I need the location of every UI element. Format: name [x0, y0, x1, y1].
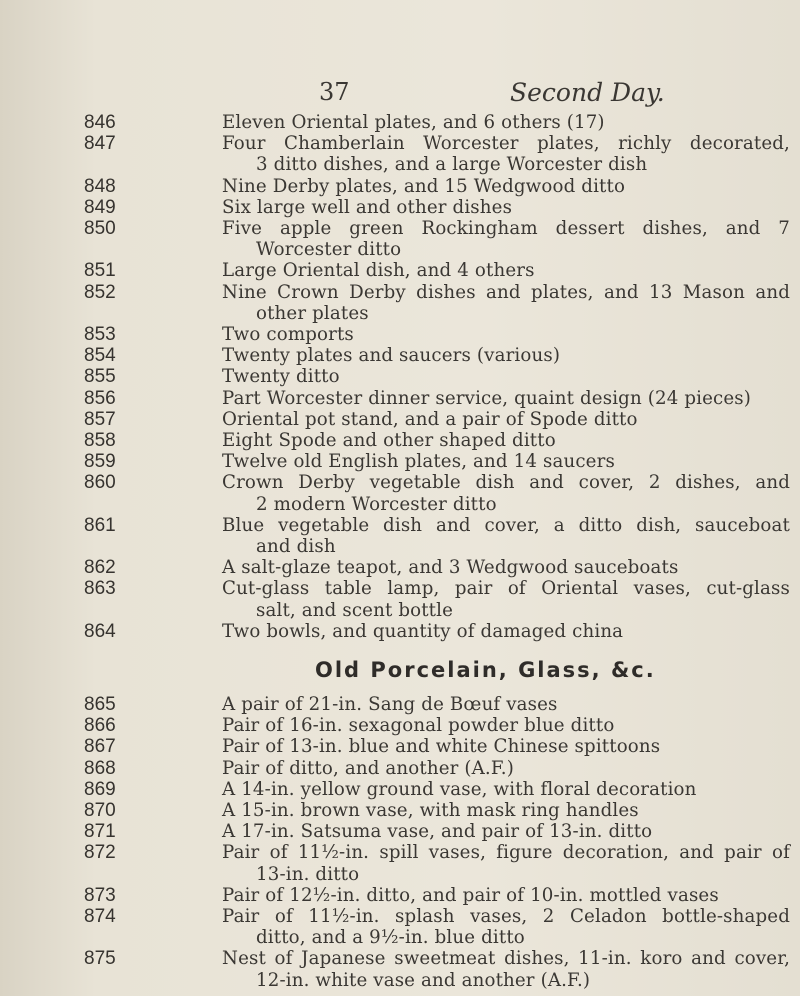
- lot-description: Pair of 13-in. blue and white Chinese spittoons: [222, 736, 661, 758]
- lot-description: Twenty ditto: [222, 366, 340, 388]
- lot-description: Large Oriental dish, and 4 others: [222, 260, 535, 282]
- lot-description: Four Chamberlain Worcester plates, richly decorated,: [222, 133, 790, 155]
- lot-number: 854: [84, 345, 116, 367]
- lot-description: A 17-in. Satsuma vase, and pair of 13-in. ditto: [222, 821, 653, 843]
- lot-number: 855: [84, 366, 116, 388]
- lot-number: 874: [84, 906, 116, 927]
- lot-number: 860: [84, 472, 116, 494]
- lot-number: 849: [84, 196, 116, 218]
- lot-description: Cut-glass table lamp, pair of Oriental vases, cut-glass: [222, 578, 790, 600]
- lot-number: 872: [84, 842, 116, 864]
- lot-number: 851: [84, 260, 116, 282]
- lot-description-continued: 13-in. ditto: [256, 863, 360, 885]
- lot-description: A 15-in. brown vase, with mask ring handles: [222, 800, 639, 821]
- lot-number: 871: [84, 821, 116, 843]
- lot-number: 848: [84, 175, 116, 197]
- lot-number: 875: [84, 948, 116, 970]
- lot-description: Five apple green Rockingham dessert dishes, and 7: [222, 218, 790, 239]
- running-head: Second Day.: [510, 78, 665, 107]
- lot-number: 856: [84, 387, 116, 409]
- lot-description: Nest of Japanese sweetmeat dishes, 11-in. koro and cover,: [222, 948, 790, 970]
- lot-number: 859: [84, 451, 116, 473]
- lot-number: 873: [84, 884, 116, 906]
- lot-number: 868: [84, 757, 116, 779]
- lot-description: Pair of 11½-in. splash vases, 2 Celadon bottle-shaped: [222, 906, 790, 927]
- lot-number: 847: [84, 133, 116, 155]
- lot-description: A 14-in. yellow ground vase, with floral decoration: [222, 778, 697, 800]
- lot-description: Oriental pot stand, and a pair of Spode ditto: [222, 408, 638, 430]
- lot-description-continued: salt, and scent bottle: [256, 599, 454, 621]
- lot-description-continued: 2 modern Worcester ditto: [256, 493, 497, 515]
- lot-description: Twelve old English plates, and 14 saucers: [222, 451, 615, 473]
- lot-description: Pair of 12½-in. ditto, and pair of 10-in. mottled vases: [222, 884, 719, 906]
- lot-number: 865: [84, 694, 116, 715]
- lot-description-continued: other plates: [256, 302, 369, 324]
- section-heading: Old Porcelain, Glass, &c.: [315, 658, 656, 682]
- lot-description: Part Worcester dinner service, quaint design (24 pieces): [222, 387, 752, 409]
- lot-number: 870: [84, 800, 116, 821]
- lot-description: Two bowls, and quantity of damaged china: [222, 620, 624, 642]
- lot-number: 862: [84, 557, 116, 579]
- page-header: [0, 78, 800, 108]
- lot-number: 853: [84, 324, 116, 345]
- lot-description: Two comports: [222, 324, 354, 345]
- lot-description: Eight Spode and other shaped ditto: [222, 430, 556, 451]
- lot-description: Crown Derby vegetable dish and cover, 2 dishes, and: [222, 472, 790, 494]
- lot-description: Nine Derby plates, and 15 Wedgwood ditto: [222, 175, 626, 197]
- lot-number: 864: [84, 620, 116, 642]
- lot-description: A pair of 21-in. Sang de Bœuf vases: [222, 694, 558, 715]
- lot-description: Pair of 11½-in. spill vases, figure decoration, and pair of: [222, 842, 790, 864]
- lot-number: 846: [84, 112, 116, 133]
- lot-description: Six large well and other dishes: [222, 196, 513, 218]
- lot-description-continued: Worcester ditto: [256, 239, 402, 261]
- lot-description: Pair of ditto, and another (A.F.): [222, 757, 514, 779]
- lot-description-continued: ditto, and a 9½-in. blue ditto: [256, 927, 525, 949]
- lot-number: 858: [84, 430, 116, 451]
- lot-number: 861: [84, 514, 116, 536]
- page-number: 37: [319, 78, 350, 106]
- lot-number: 852: [84, 281, 116, 303]
- lot-description-continued: and dish: [256, 536, 336, 557]
- lot-number: 867: [84, 736, 116, 758]
- lot-number: 850: [84, 218, 116, 239]
- lot-description: Pair of 16-in. sexagonal powder blue ditto: [222, 715, 615, 737]
- lot-number: 866: [84, 715, 116, 737]
- lot-description: Twenty plates and saucers (various): [222, 345, 561, 367]
- lot-description: Eleven Oriental plates, and 6 others (17): [222, 112, 605, 133]
- lot-number: 869: [84, 778, 116, 800]
- lot-description-continued: 3 ditto dishes, and a large Worcester dish: [256, 154, 648, 176]
- lot-number: 863: [84, 578, 116, 600]
- lot-number: 857: [84, 408, 116, 430]
- lot-description: A salt-glaze teapot, and 3 Wedgwood sauceboats: [222, 557, 679, 579]
- lot-description: Nine Crown Derby dishes and plates, and 13 Mason and: [222, 281, 790, 303]
- lot-description: Blue vegetable dish and cover, a ditto dish, sauceboat: [222, 514, 790, 536]
- lot-description-continued: 12-in. white vase and another (A.F.): [256, 969, 591, 991]
